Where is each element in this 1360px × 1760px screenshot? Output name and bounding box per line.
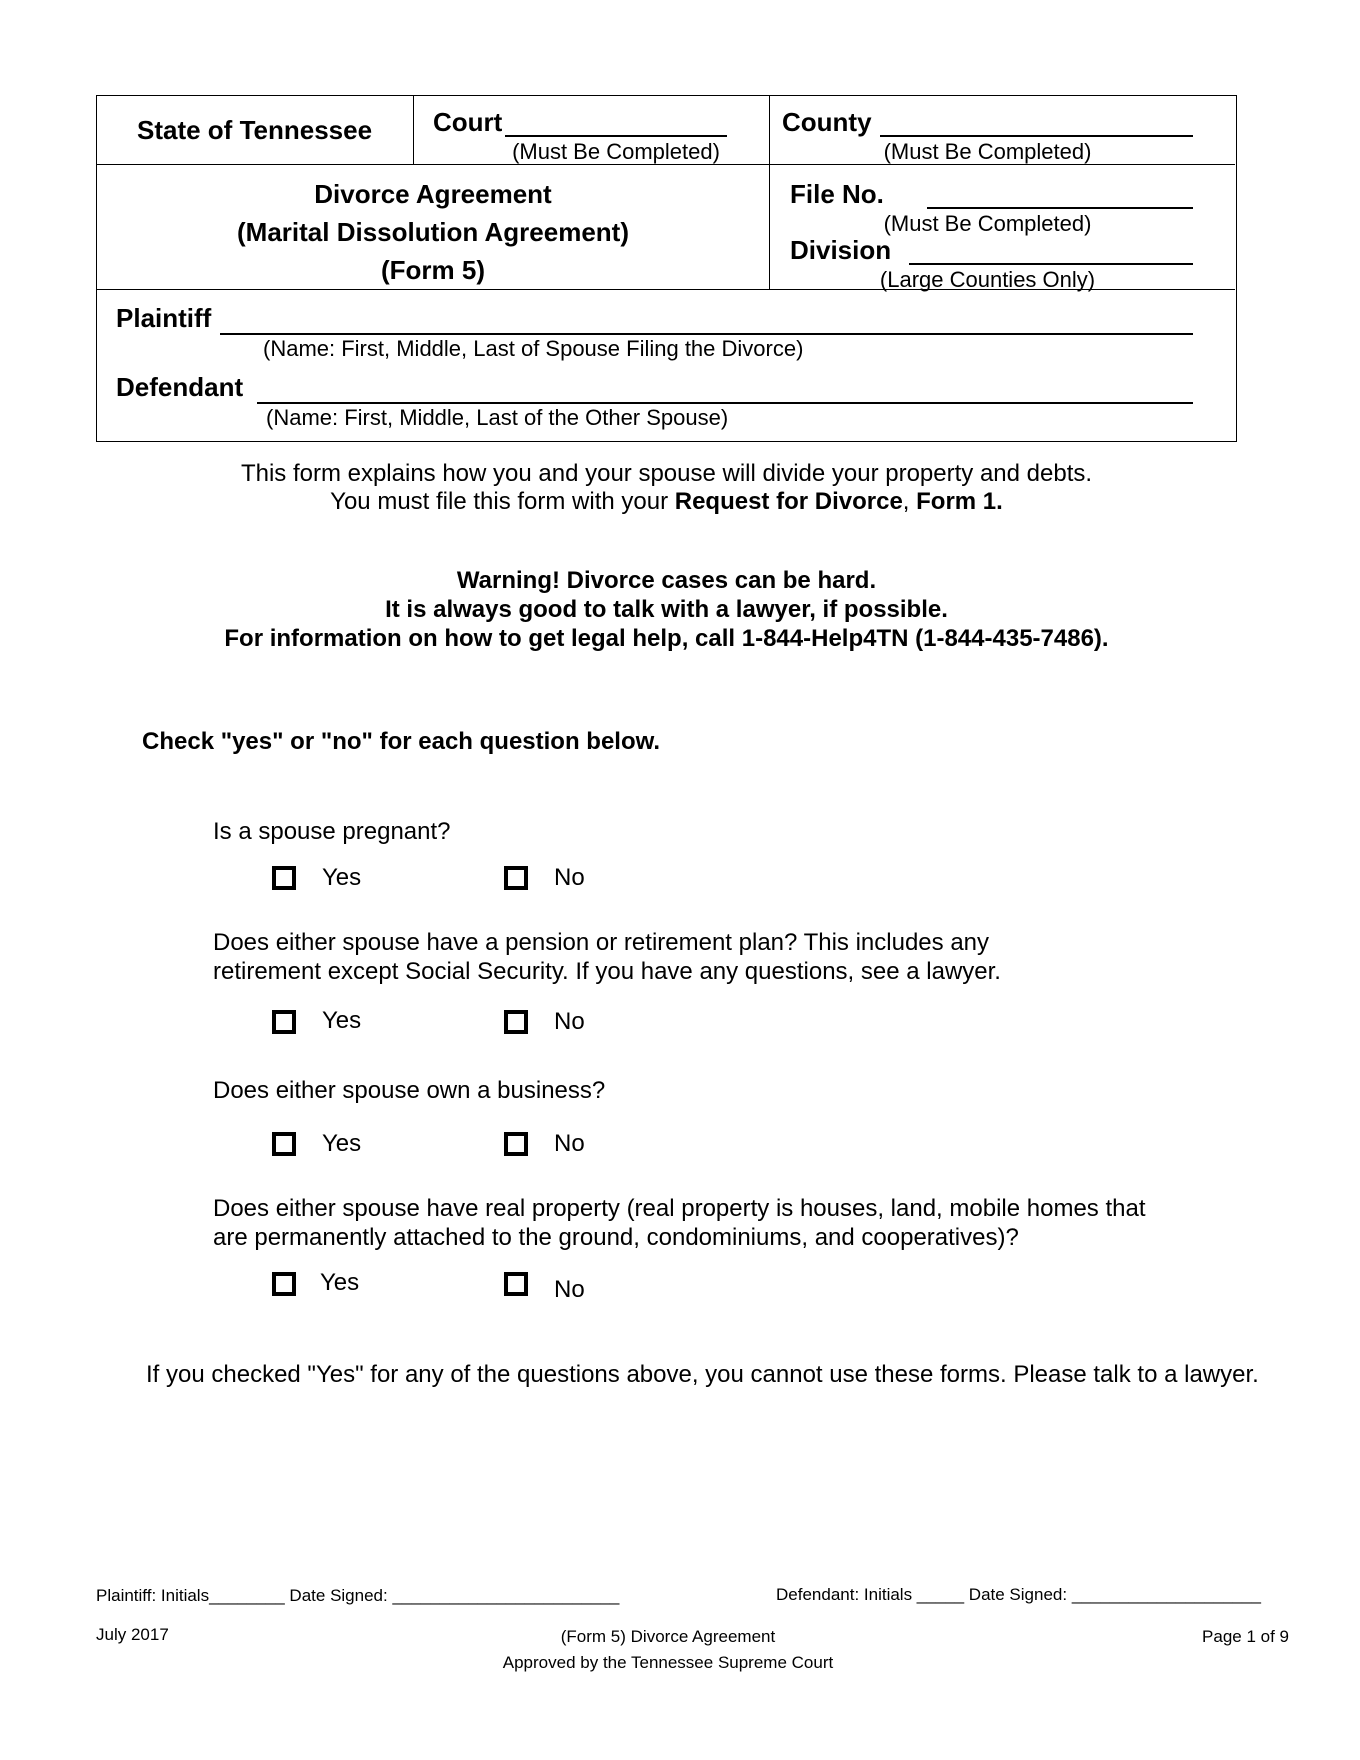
warning-line-2: It is always good to talk with a lawyer, if possible. [385,596,948,623]
state-label: State of Tennessee [137,115,373,145]
q1-no-label: No [554,864,585,891]
q3-no-checkbox[interactable] [504,1132,528,1161]
conclusion-text: If you checked "Yes" for any of the questions above, you cannot use these forms. Please talk to a lawyer. [146,1361,1259,1388]
q4-no-checkbox[interactable] [504,1272,528,1301]
q3-yes-checkbox[interactable] [272,1132,296,1161]
file-number-hint: (Must Be Completed) [883,211,1092,236]
file-number-field[interactable] [927,206,1193,209]
defendant-initials-line: Defendant: Initials _____ Date Signed: ____________________ [776,1585,1261,1604]
page-number: Page 1 of 9 [1202,1627,1289,1646]
question-business: Does either spouse own a business? [213,1077,606,1104]
q4-yes-checkbox[interactable] [272,1272,296,1301]
court-label: Court [433,107,503,137]
footer-date: July 2017 [96,1625,169,1644]
question-pension-2: retirement except Social Security. If you have any questions, see a lawyer. [213,958,1001,985]
division-field[interactable] [909,262,1193,265]
plaintiff-initials-line: Plaintiff: Initials________ Date Signed: ________________________ [96,1586,620,1605]
request-for-divorce: Request for Divorce [674,488,903,515]
question-real-property-2: are permanently attached to the ground, condominiums, and cooperatives)? [213,1224,1019,1251]
q2-no-checkbox[interactable] [504,1010,528,1039]
court-hint: (Must Be Completed) [512,139,720,164]
intro-text-1: This form explains how you and your spouse will divide your property and debts. [240,460,1093,487]
plaintiff-name-field[interactable] [220,332,1193,335]
q4-no-label: No [554,1276,585,1303]
intro-separator: , [902,488,917,515]
county-label: County [782,107,872,137]
form-title: Divorce Agreement [314,179,552,209]
form-1: Form 1. [916,488,1003,515]
division-label: Division [790,235,892,265]
case-header-table [96,95,1237,442]
defendant-hint: (Name: First, Middle, Last of the Other Spouse) [266,405,729,430]
warning-line-3: For information on how to get legal help, call 1-844-Help4TN (1-844-435-7486). [224,625,1109,652]
form-number: (Form 5) [381,255,485,285]
instruction: Check "yes" or "no" for each question below. [142,728,661,755]
q3-no-label: No [554,1130,585,1157]
intro-text-2-prefix: You must file this form with your [330,488,675,515]
plaintiff-hint: (Name: First, Middle, Last of Spouse Filing the Divorce) [263,336,804,361]
county-field[interactable] [880,134,1193,137]
q1-yes-checkbox[interactable] [272,866,296,895]
divider [413,96,414,164]
county-hint: (Must Be Completed) [883,139,1092,164]
defendant-label: Defendant [116,372,244,402]
q1-no-checkbox[interactable] [504,866,528,895]
q3-yes-label: Yes [322,1130,362,1157]
footer-approved: Approved by the Tennessee Supreme Court [502,1653,834,1672]
divider [769,96,770,289]
division-hint: (Large Counties Only) [879,267,1096,292]
court-field[interactable] [505,134,727,137]
question-real-property-1: Does either spouse have real property (real property is houses, land, mobile homes that [213,1195,1146,1222]
footer-form-name: (Form 5) Divorce Agreement [560,1627,776,1646]
q2-yes-checkbox[interactable] [272,1010,296,1039]
q2-no-label: No [554,1008,585,1035]
warning-line-1: Warning! Divorce cases can be hard. [456,567,877,594]
intro-text-2 [96,488,1237,516]
defendant-name-field[interactable] [257,401,1193,404]
question-pregnant: Is a spouse pregnant? [213,818,451,845]
q1-yes-label: Yes [322,864,362,891]
q4-yes-label: Yes [320,1269,360,1296]
question-pension-1: Does either spouse have a pension or retirement plan? This includes any [213,929,990,956]
q2-yes-label: Yes [322,1007,362,1034]
plaintiff-label: Plaintiff [116,303,212,333]
file-number-label: File No. [790,179,884,209]
form-subtitle: (Marital Dissolution Agreement) [237,217,629,247]
